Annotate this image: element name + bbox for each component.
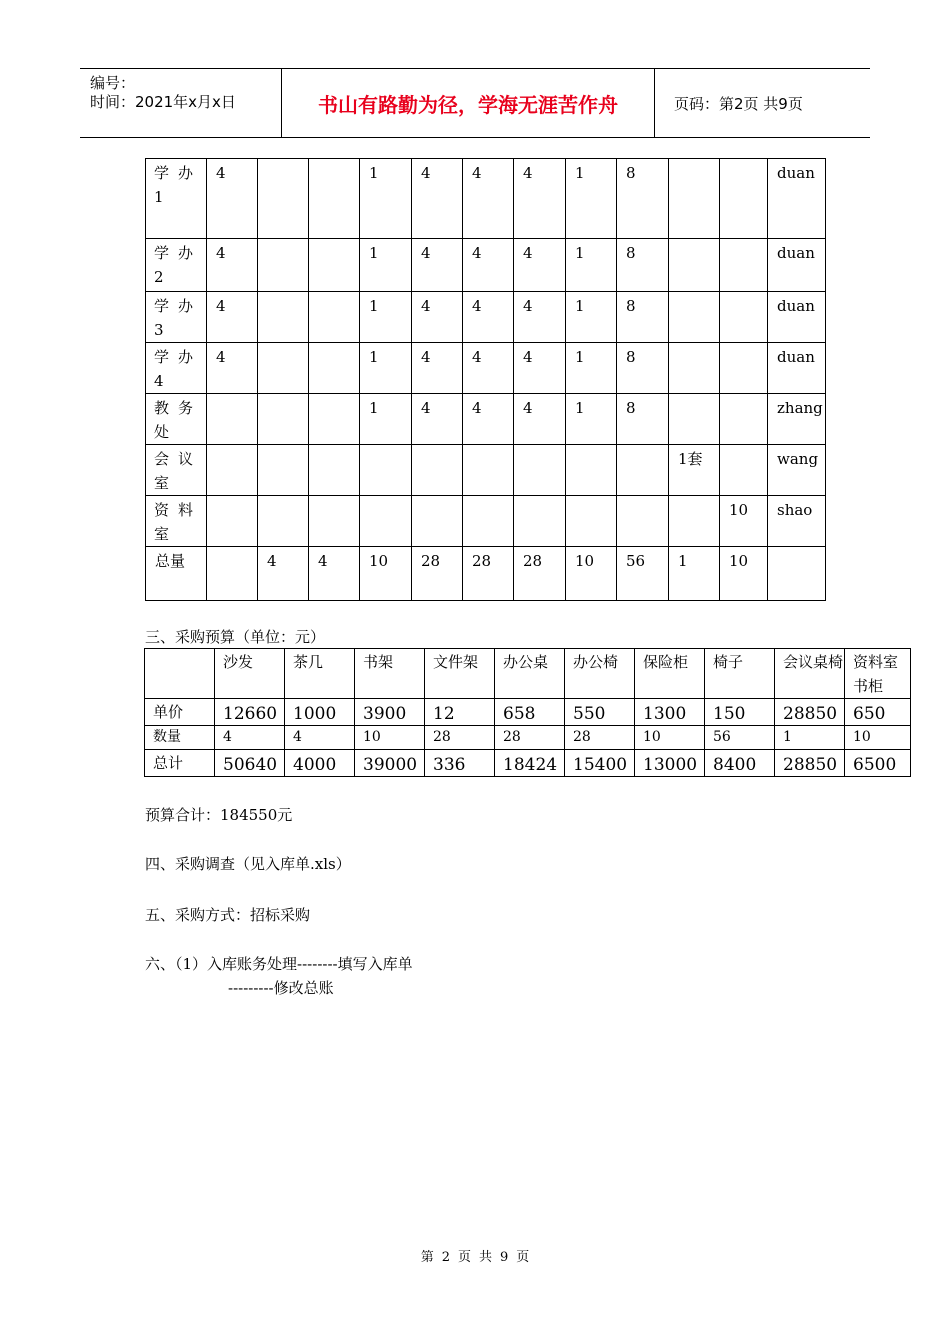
distribution-row [146,159,826,239]
row-label: 单价 [145,699,215,726]
table-cell: 8 [617,292,669,343]
table-cell: 28850 [775,750,845,777]
table-cell: 13000 [635,750,705,777]
budget-header-row [145,649,911,699]
table-cell [309,496,360,547]
table-cell: 3900 [355,699,425,726]
table-cell: 6500 [845,750,911,777]
table-cell [258,445,309,496]
table-cell: 4 [463,394,514,445]
table-cell: 1 [566,159,617,239]
table-cell [566,445,617,496]
table-cell: 10 [635,726,705,750]
table-cell [669,159,720,239]
table-cell [617,496,669,547]
row-label: 学办4 [146,343,207,394]
table-cell: 4 [412,394,463,445]
table-cell [360,445,412,496]
table-cell: 39000 [355,750,425,777]
table-cell [669,292,720,343]
table-cell: 1 [360,394,412,445]
table-cell: 1000 [285,699,355,726]
budget-row [145,699,911,726]
table-cell [309,159,360,239]
table-cell: 150 [705,699,775,726]
budget-heading: 三、采购预算（单位：元） [145,628,326,646]
column-header: 沙发 [215,649,285,699]
table-cell: 4 [412,292,463,343]
document-date-label: 时间：2021年x月x日 [90,93,236,111]
table-cell: 4 [463,292,514,343]
table-cell: 28850 [775,699,845,726]
table-cell: 28 [425,726,495,750]
column-header: 椅子 [705,649,775,699]
table-cell: 1 [360,239,412,292]
table-cell: 8 [617,239,669,292]
table-cell: 658 [495,699,565,726]
table-cell: 4 [514,159,566,239]
table-cell: 4 [514,394,566,445]
footer-page-number: 2 [441,1250,450,1265]
table-cell [412,445,463,496]
table-cell [309,239,360,292]
column-header: 资料室书柜 [845,649,911,699]
row-label: 教务处 [146,394,207,445]
budget-total: 预算合计：184550元 [145,806,293,824]
table-cell [768,547,826,601]
table-cell: 8 [617,394,669,445]
table-cell: duan [768,159,826,239]
table-cell: 1 [566,343,617,394]
table-cell [258,159,309,239]
column-header: 办公桌 [495,649,565,699]
survey-section: 四、采购调查（见入库单.xls） [145,855,351,873]
table-cell: 650 [845,699,911,726]
header-meta [80,69,280,137]
table-cell: 336 [425,750,495,777]
table-cell [207,547,258,601]
footer-word: 页 [457,1250,471,1265]
table-cell [258,343,309,394]
table-cell: 12660 [215,699,285,726]
table-cell [669,343,720,394]
table-cell: 8 [617,159,669,239]
column-header [145,649,215,699]
table-cell [720,159,768,239]
table-cell [720,292,768,343]
table-cell [514,496,566,547]
table-cell: zhang [768,394,826,445]
table-cell [669,394,720,445]
page-header [80,68,870,138]
table-cell: 28 [495,726,565,750]
distribution-row [146,394,826,445]
header-page-info [664,69,864,137]
table-cell: 4 [412,343,463,394]
distribution-row [146,292,826,343]
footer-total-pages: 9 [500,1250,509,1265]
table-cell [207,496,258,547]
column-header: 书架 [355,649,425,699]
table-cell: 4 [412,159,463,239]
table-cell: 28 [565,726,635,750]
table-cell: 4 [514,239,566,292]
table-cell: 1300 [635,699,705,726]
footer-word: 页 [516,1250,530,1265]
column-header: 文件架 [425,649,495,699]
table-cell: shao [768,496,826,547]
table-cell: 4 [207,292,258,343]
table-cell: 4 [285,726,355,750]
table-cell: 4000 [285,750,355,777]
table-cell: 8400 [705,750,775,777]
footer-word: 共 [479,1250,493,1265]
table-cell: 56 [617,547,669,601]
row-label: 学办1 [146,159,207,239]
table-cell: 12 [425,699,495,726]
table-cell: wang [768,445,826,496]
table-cell: 18424 [495,750,565,777]
table-cell: duan [768,343,826,394]
table-cell [720,394,768,445]
table-cell: 4 [514,343,566,394]
method-section: 五、采购方式：招标采购 [145,906,311,924]
table-cell: 10 [360,547,412,601]
warehousing-step-2: ---------修改总账 [228,979,334,997]
table-cell [412,496,463,547]
header-motto: 书山有路勤为径，学海无涯苦作舟 [281,69,655,137]
table-cell: 10 [845,726,911,750]
table-cell [720,445,768,496]
table-cell: 28 [463,547,514,601]
table-cell: 56 [705,726,775,750]
distribution-row [146,496,826,547]
table-cell: 4 [463,239,514,292]
table-cell: 28 [514,547,566,601]
table-cell [309,445,360,496]
row-label: 总量 [146,547,207,601]
warehousing-step-1: 六、（1）入库账务处理--------填写入库单 [145,955,413,973]
column-header: 会议桌椅 [775,649,845,699]
column-header: 保险柜 [635,649,705,699]
table-cell: 8 [617,343,669,394]
table-cell: 10 [720,547,768,601]
budget-row [145,726,911,750]
row-label: 学办3 [146,292,207,343]
table-cell: 4 [258,547,309,601]
table-cell: 4 [514,292,566,343]
table-cell [720,343,768,394]
table-cell [514,445,566,496]
footer-word: 第 [420,1250,434,1265]
table-cell [207,445,258,496]
row-label: 学办2 [146,239,207,292]
table-cell [669,239,720,292]
row-label: 资料室 [146,496,207,547]
table-cell [720,239,768,292]
column-header: 办公椅 [565,649,635,699]
document-number-label: 编号： [90,74,136,92]
table-cell: 15400 [565,750,635,777]
table-cell: 10 [566,547,617,601]
table-cell: 4 [463,343,514,394]
table-cell [669,496,720,547]
table-cell [463,496,514,547]
table-cell: 10 [355,726,425,750]
table-cell: 4 [463,159,514,239]
budget-table [144,648,911,777]
row-label: 会议室 [146,445,207,496]
table-cell [207,394,258,445]
table-cell: 1套 [669,445,720,496]
table-cell: 28 [412,547,463,601]
table-cell [309,343,360,394]
table-cell: 1 [566,292,617,343]
table-cell [258,239,309,292]
distribution-row [146,445,826,496]
table-cell: 1 [566,394,617,445]
table-cell: duan [768,292,826,343]
table-cell: 4 [309,547,360,601]
table-cell: 1 [669,547,720,601]
page-info-text: 页码：第2页 共9页 [674,94,803,113]
table-cell [258,496,309,547]
table-cell [566,496,617,547]
table-cell: 4 [207,343,258,394]
table-cell: 1 [775,726,845,750]
table-cell: 50640 [215,750,285,777]
column-header: 茶几 [285,649,355,699]
table-cell [617,445,669,496]
table-cell: 1 [360,292,412,343]
table-cell [360,496,412,547]
table-cell: duan [768,239,826,292]
table-cell: 1 [360,159,412,239]
table-cell: 1 [566,239,617,292]
table-cell [309,292,360,343]
table-cell [258,292,309,343]
table-cell [463,445,514,496]
table-cell: 4 [215,726,285,750]
table-cell: 1 [360,343,412,394]
table-cell: 4 [412,239,463,292]
distribution-row [146,343,826,394]
distribution-table [145,158,826,601]
distribution-row [146,547,826,601]
table-cell: 10 [720,496,768,547]
table-cell [258,394,309,445]
table-cell: 550 [565,699,635,726]
table-cell: 4 [207,159,258,239]
distribution-row [146,239,826,292]
page-footer [0,1246,950,1265]
row-label: 数量 [145,726,215,750]
row-label: 总计 [145,750,215,777]
budget-row [145,750,911,777]
table-cell [309,394,360,445]
table-cell: 4 [207,239,258,292]
